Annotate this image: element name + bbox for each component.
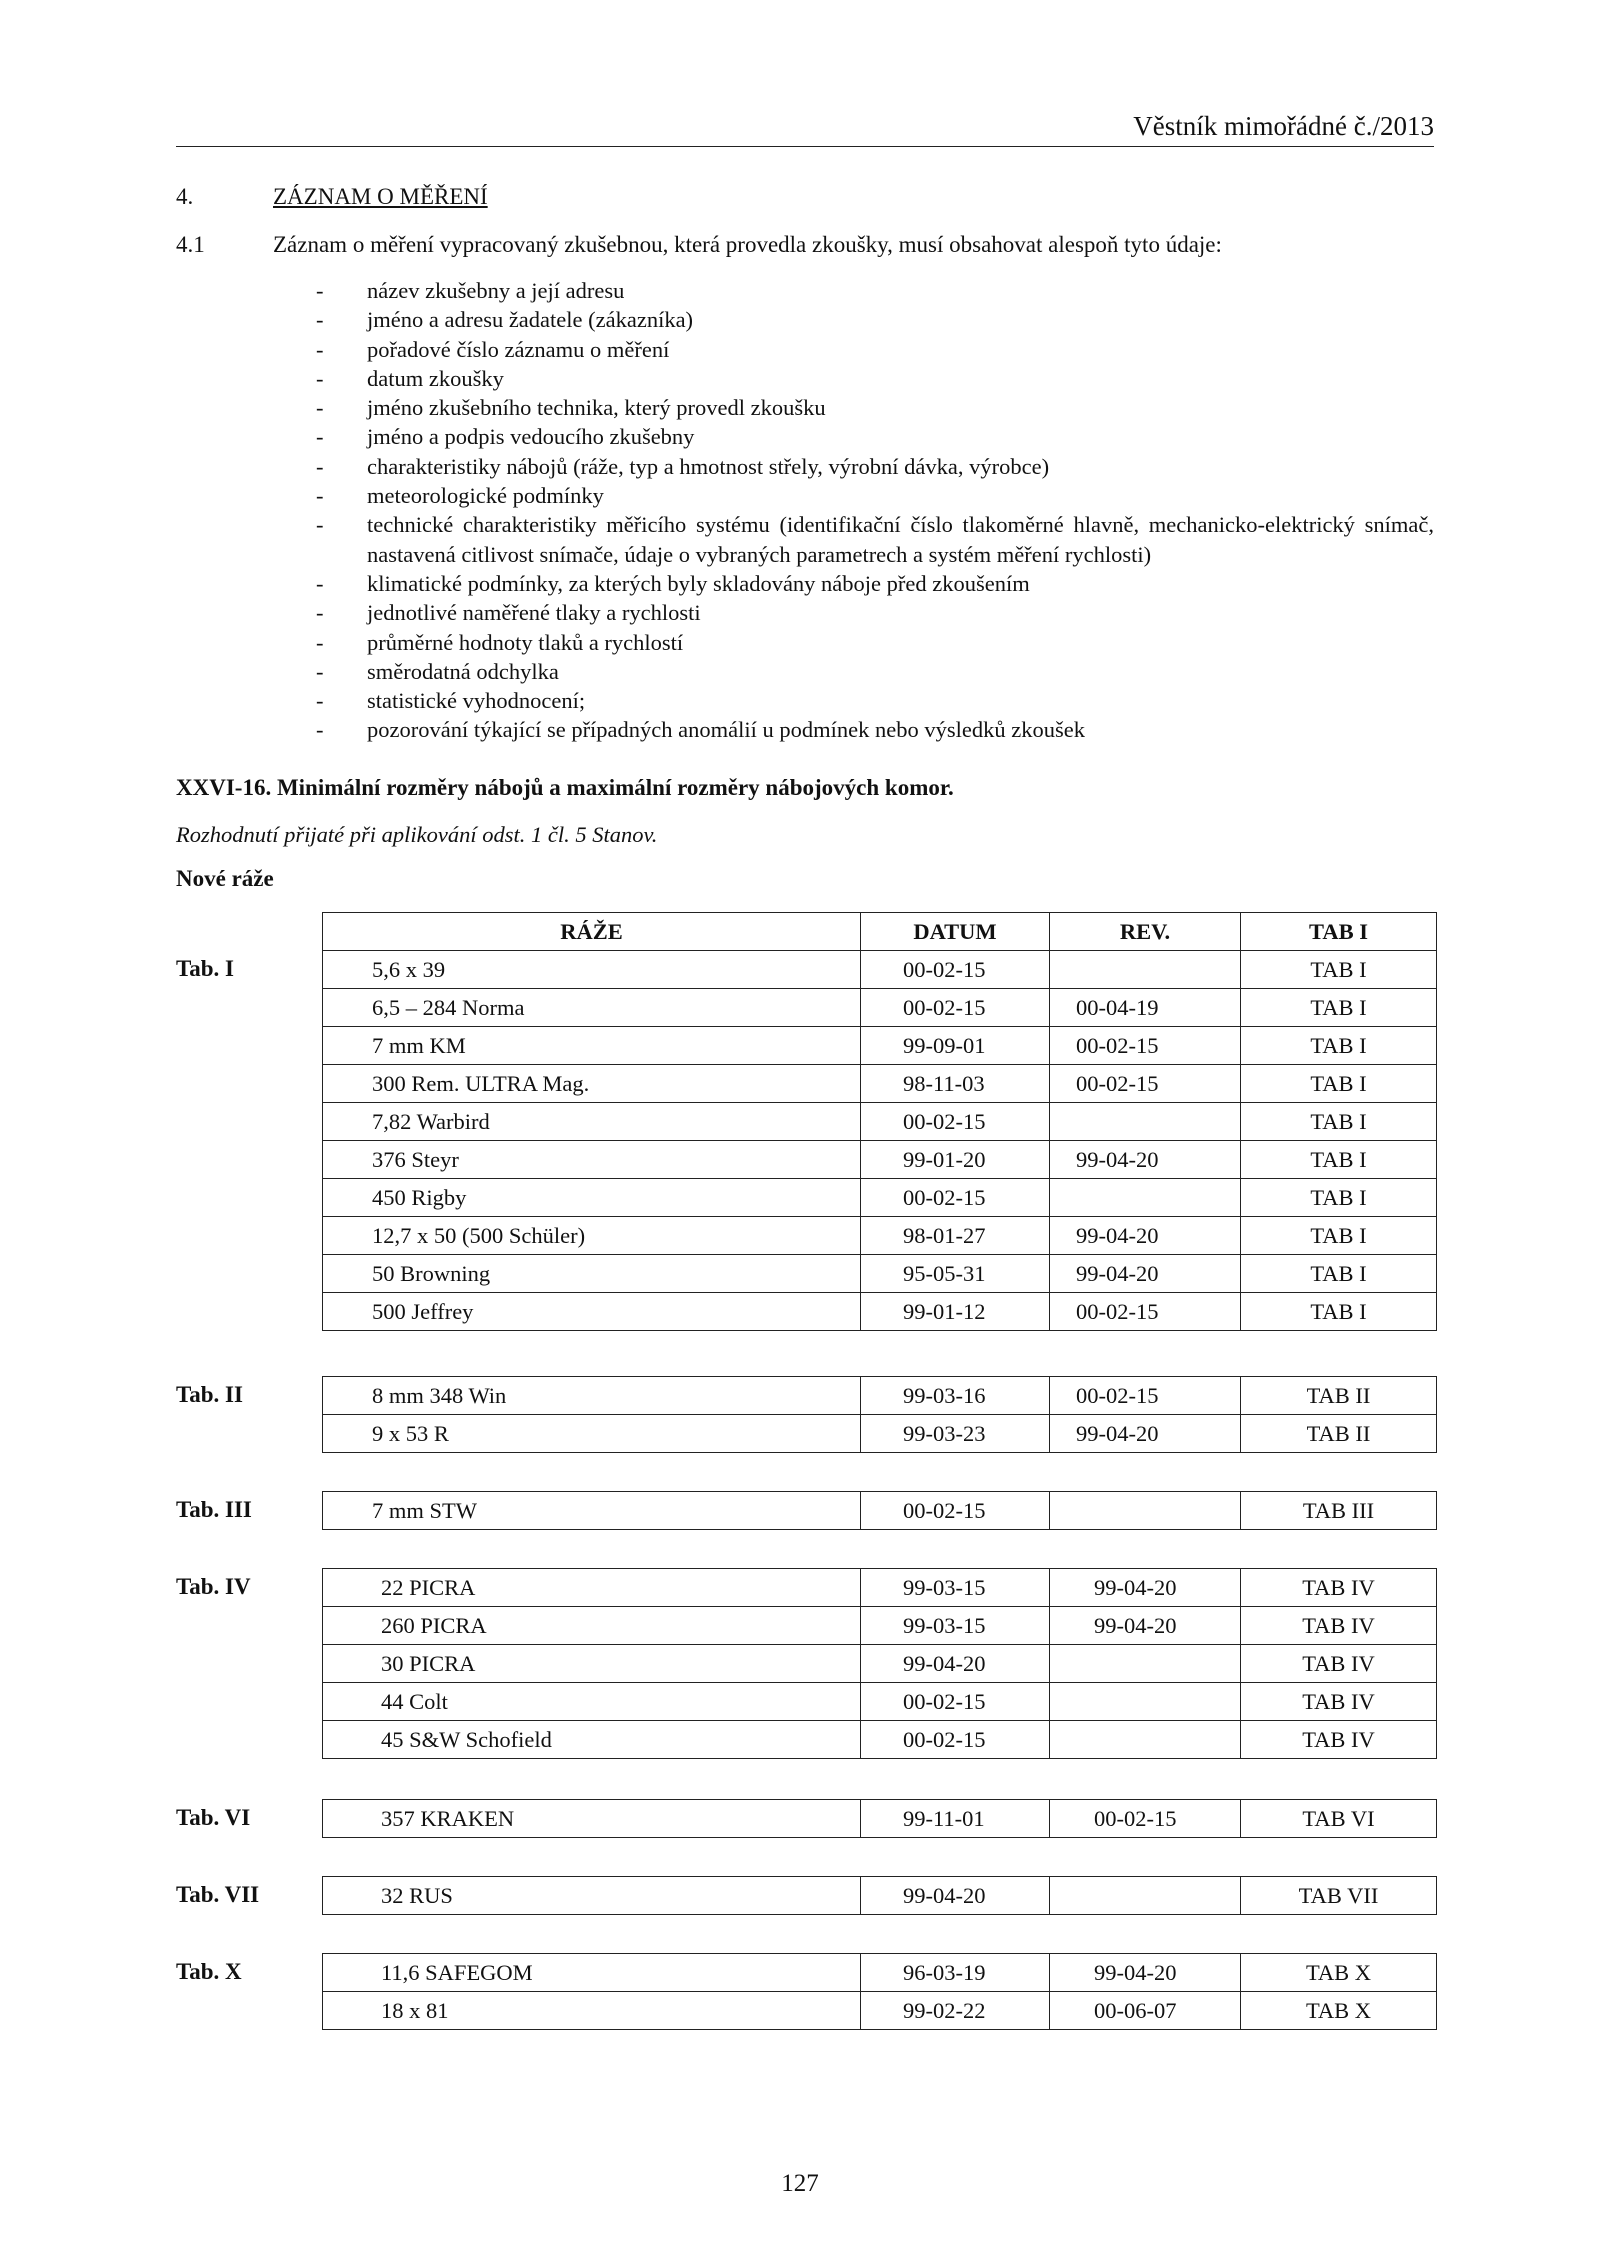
tab-cell: TAB I bbox=[1241, 1027, 1437, 1065]
list-item: - jméno a podpis vedoucího zkušebny bbox=[310, 422, 1434, 451]
tab-cell: TAB II bbox=[1241, 1415, 1437, 1453]
date-cell: 99-09-01 bbox=[861, 1027, 1050, 1065]
rev-cell: 99-04-20 bbox=[1050, 1217, 1241, 1255]
caliber-cell: 32 RUS bbox=[323, 1877, 861, 1915]
date-cell: 00-02-15 bbox=[861, 989, 1050, 1027]
table-row bbox=[323, 1179, 1437, 1217]
column-header-date: DATUM bbox=[861, 913, 1050, 951]
table-row bbox=[323, 1800, 1437, 1838]
date-cell: 00-02-15 bbox=[861, 951, 1050, 989]
rev-cell: 99-04-20 bbox=[1050, 1255, 1241, 1293]
rev-cell bbox=[1050, 1492, 1241, 1530]
table-row bbox=[323, 1721, 1437, 1759]
date-cell: 99-04-20 bbox=[861, 1877, 1050, 1915]
tab-cell: TAB I bbox=[1241, 1293, 1437, 1331]
tab-label: Tab. I bbox=[176, 956, 234, 981]
caliber-cell: 22 PICRA bbox=[323, 1569, 861, 1607]
column-header-rev: REV. bbox=[1050, 913, 1241, 951]
header-rule bbox=[176, 146, 1434, 147]
tab-cell: TAB VI bbox=[1241, 1800, 1437, 1838]
rev-cell bbox=[1050, 1645, 1241, 1683]
date-cell: 99-11-01 bbox=[861, 1800, 1050, 1838]
rev-cell: 00-06-07 bbox=[1050, 1992, 1241, 2030]
caliber-cell: 5,6 x 39 bbox=[323, 951, 861, 989]
tab-label: Tab. IV bbox=[176, 1574, 251, 1599]
section-4-title: ZÁZNAM O MĚŘENÍ bbox=[273, 184, 488, 209]
caliber-cell: 450 Rigby bbox=[323, 1179, 861, 1217]
rev-cell bbox=[1050, 1877, 1241, 1915]
caliber-cell: 44 Colt bbox=[323, 1683, 861, 1721]
rev-cell: 99-04-20 bbox=[1050, 1569, 1241, 1607]
tab-cell: TAB I bbox=[1241, 1065, 1437, 1103]
date-cell: 98-11-03 bbox=[861, 1065, 1050, 1103]
table-row bbox=[323, 951, 1437, 989]
list-item: - jméno a adresu žadatele (zákazníka) bbox=[310, 305, 1434, 334]
tab-cell: TAB I bbox=[1241, 1217, 1437, 1255]
caliber-cell: 12,7 x 50 (500 Schüler) bbox=[323, 1217, 861, 1255]
list-item: - směrodatná odchylka bbox=[310, 657, 1434, 686]
caliber-table-tab-vii bbox=[322, 1876, 1437, 1915]
list-item: - datum zkoušky bbox=[310, 364, 1434, 393]
caliber-cell: 260 PICRA bbox=[323, 1607, 861, 1645]
date-cell: 98-01-27 bbox=[861, 1217, 1050, 1255]
rev-cell: 00-02-15 bbox=[1050, 1065, 1241, 1103]
caliber-cell: 8 mm 348 Win bbox=[323, 1377, 861, 1415]
date-cell: 99-03-15 bbox=[861, 1569, 1050, 1607]
tab-cell: TAB X bbox=[1241, 1954, 1437, 1992]
section-4-number: 4. bbox=[176, 184, 194, 209]
caliber-cell: 7 mm KM bbox=[323, 1027, 861, 1065]
date-cell: 99-01-20 bbox=[861, 1141, 1050, 1179]
list-item: - statistické vyhodnocení; bbox=[310, 686, 1434, 715]
page-number: 127 bbox=[781, 2170, 819, 2197]
table-row bbox=[323, 989, 1437, 1027]
running-header: Věstník mimořádné č./2013 bbox=[1133, 111, 1434, 141]
date-cell: 99-02-22 bbox=[861, 1992, 1050, 2030]
tab-cell: TAB I bbox=[1241, 951, 1437, 989]
rev-cell: 00-02-15 bbox=[1050, 1027, 1241, 1065]
tab-label: Tab. X bbox=[176, 1959, 242, 1984]
section-4-1-number: 4.1 bbox=[176, 232, 205, 257]
table-row bbox=[323, 1954, 1437, 1992]
rev-cell bbox=[1050, 1103, 1241, 1141]
rev-cell: 00-02-15 bbox=[1050, 1293, 1241, 1331]
table-row bbox=[323, 1877, 1437, 1915]
table-header-row bbox=[323, 913, 1437, 951]
list-item: - meteorologické podmínky bbox=[310, 481, 1434, 510]
rev-cell: 99-04-20 bbox=[1050, 1415, 1241, 1453]
tab-cell: TAB I bbox=[1241, 1103, 1437, 1141]
table-row bbox=[323, 1377, 1437, 1415]
table-row bbox=[323, 1065, 1437, 1103]
caliber-cell: 376 Steyr bbox=[323, 1141, 861, 1179]
date-cell: 00-02-15 bbox=[861, 1683, 1050, 1721]
required-data-list bbox=[310, 276, 1434, 745]
list-item: - jméno zkušebního technika, který provedl zkoušku bbox=[310, 393, 1434, 422]
caliber-cell: 7 mm STW bbox=[323, 1492, 861, 1530]
table-row bbox=[323, 1217, 1437, 1255]
tab-cell: TAB IV bbox=[1241, 1607, 1437, 1645]
tab-label: Tab. III bbox=[176, 1497, 252, 1522]
tab-cell: TAB II bbox=[1241, 1377, 1437, 1415]
table-row bbox=[323, 1607, 1437, 1645]
tab-cell: TAB I bbox=[1241, 1179, 1437, 1217]
table-row bbox=[323, 1683, 1437, 1721]
caliber-cell: 11,6 SAFEGOM bbox=[323, 1954, 861, 1992]
table-row bbox=[323, 1103, 1437, 1141]
caliber-cell: 7,82 Warbird bbox=[323, 1103, 861, 1141]
caliber-cell: 45 S&W Schofield bbox=[323, 1721, 861, 1759]
rev-cell: 00-02-15 bbox=[1050, 1800, 1241, 1838]
caliber-table-tab-i bbox=[322, 912, 1437, 1331]
table-row bbox=[323, 1415, 1437, 1453]
date-cell: 96-03-19 bbox=[861, 1954, 1050, 1992]
caliber-cell: 50 Browning bbox=[323, 1255, 861, 1293]
table-row bbox=[323, 1293, 1437, 1331]
rev-cell: 00-02-15 bbox=[1050, 1377, 1241, 1415]
tab-cell: TAB I bbox=[1241, 989, 1437, 1027]
list-item: - jednotlivé naměřené tlaky a rychlosti bbox=[310, 598, 1434, 627]
list-item: - klimatické podmínky, za kterých byly skladovány náboje před zkoušením bbox=[310, 569, 1434, 598]
date-cell: 99-01-12 bbox=[861, 1293, 1050, 1331]
tab-cell: TAB X bbox=[1241, 1992, 1437, 2030]
tab-cell: TAB IV bbox=[1241, 1721, 1437, 1759]
column-header-caliber: RÁŽE bbox=[323, 913, 861, 951]
rev-cell bbox=[1050, 951, 1241, 989]
table-row bbox=[323, 1569, 1437, 1607]
table-row bbox=[323, 1141, 1437, 1179]
date-cell: 00-02-15 bbox=[861, 1103, 1050, 1141]
rev-cell bbox=[1050, 1683, 1241, 1721]
list-item: - charakteristiky nábojů (ráže, typ a hmotnost střely, výrobní dávka, výrobce) bbox=[310, 452, 1434, 481]
table-row bbox=[323, 1255, 1437, 1293]
new-calibers-heading: Nové ráže bbox=[176, 866, 274, 891]
date-cell: 00-02-15 bbox=[861, 1492, 1050, 1530]
tab-cell: TAB VII bbox=[1241, 1877, 1437, 1915]
section-4-1-intro: Záznam o měření vypracovaný zkušebnou, která provedla zkoušky, musí obsahovat alespoň tyto údaje: bbox=[273, 232, 1222, 257]
tab-cell: TAB I bbox=[1241, 1255, 1437, 1293]
caliber-cell: 9 x 53 R bbox=[323, 1415, 861, 1453]
date-cell: 99-03-23 bbox=[861, 1415, 1050, 1453]
tab-cell: TAB IV bbox=[1241, 1645, 1437, 1683]
date-cell: 99-04-20 bbox=[861, 1645, 1050, 1683]
caliber-table-tab-iv bbox=[322, 1568, 1437, 1759]
list-item: - název zkušebny a její adresu bbox=[310, 276, 1434, 305]
caliber-table-tab-x bbox=[322, 1953, 1437, 2030]
tab-cell: TAB I bbox=[1241, 1141, 1437, 1179]
date-cell: 00-02-15 bbox=[861, 1179, 1050, 1217]
column-header-tab: TAB I bbox=[1241, 913, 1437, 951]
table-row bbox=[323, 1492, 1437, 1530]
date-cell: 00-02-15 bbox=[861, 1721, 1050, 1759]
table-row bbox=[323, 1645, 1437, 1683]
caliber-cell: 300 Rem. ULTRA Mag. bbox=[323, 1065, 861, 1103]
caliber-cell: 6,5 – 284 Norma bbox=[323, 989, 861, 1027]
tab-label: Tab. VI bbox=[176, 1805, 251, 1830]
tab-cell: TAB IV bbox=[1241, 1569, 1437, 1607]
table-row bbox=[323, 1992, 1437, 2030]
caliber-table-tab-ii bbox=[322, 1376, 1437, 1453]
caliber-cell: 500 Jeffrey bbox=[323, 1293, 861, 1331]
date-cell: 95-05-31 bbox=[861, 1255, 1050, 1293]
list-item: - průměrné hodnoty tlaků a rychlostí bbox=[310, 628, 1434, 657]
rev-cell: 00-04-19 bbox=[1050, 989, 1241, 1027]
rev-cell: 99-04-20 bbox=[1050, 1954, 1241, 1992]
rev-cell: 99-04-20 bbox=[1050, 1607, 1241, 1645]
list-item: - pozorování týkající se případných anomálií u podmínek nebo výsledků zkoušek bbox=[310, 715, 1434, 744]
xxvi-16-heading: XXVI-16. Minimální rozměry nábojů a maximální rozměry nábojových komor. bbox=[176, 775, 954, 800]
caliber-cell: 357 KRAKEN bbox=[323, 1800, 861, 1838]
decision-note: Rozhodnutí přijaté při aplikování odst. 1 čl. 5 Stanov. bbox=[176, 822, 658, 847]
tab-label: Tab. VII bbox=[176, 1882, 260, 1907]
list-item: - pořadové číslo záznamu o měření bbox=[310, 335, 1434, 364]
rev-cell bbox=[1050, 1179, 1241, 1217]
date-cell: 99-03-15 bbox=[861, 1607, 1050, 1645]
rev-cell: 99-04-20 bbox=[1050, 1141, 1241, 1179]
tab-cell: TAB III bbox=[1241, 1492, 1437, 1530]
list-item: - technické charakteristiky měřicího systému (identifikační číslo tlakoměrné hlavně, mechanicko-elektrický snímač, nastavená citlivost snímače, údaje o vybraných parametrech a systém měření rychlosti) bbox=[310, 510, 1434, 569]
rev-cell bbox=[1050, 1721, 1241, 1759]
table-row bbox=[323, 1027, 1437, 1065]
date-cell: 99-03-16 bbox=[861, 1377, 1050, 1415]
tab-label: Tab. II bbox=[176, 1382, 243, 1407]
caliber-cell: 18 x 81 bbox=[323, 1992, 861, 2030]
caliber-table-tab-iii bbox=[322, 1491, 1437, 1530]
caliber-table-tab-vi bbox=[322, 1799, 1437, 1838]
tab-cell: TAB IV bbox=[1241, 1683, 1437, 1721]
caliber-cell: 30 PICRA bbox=[323, 1645, 861, 1683]
